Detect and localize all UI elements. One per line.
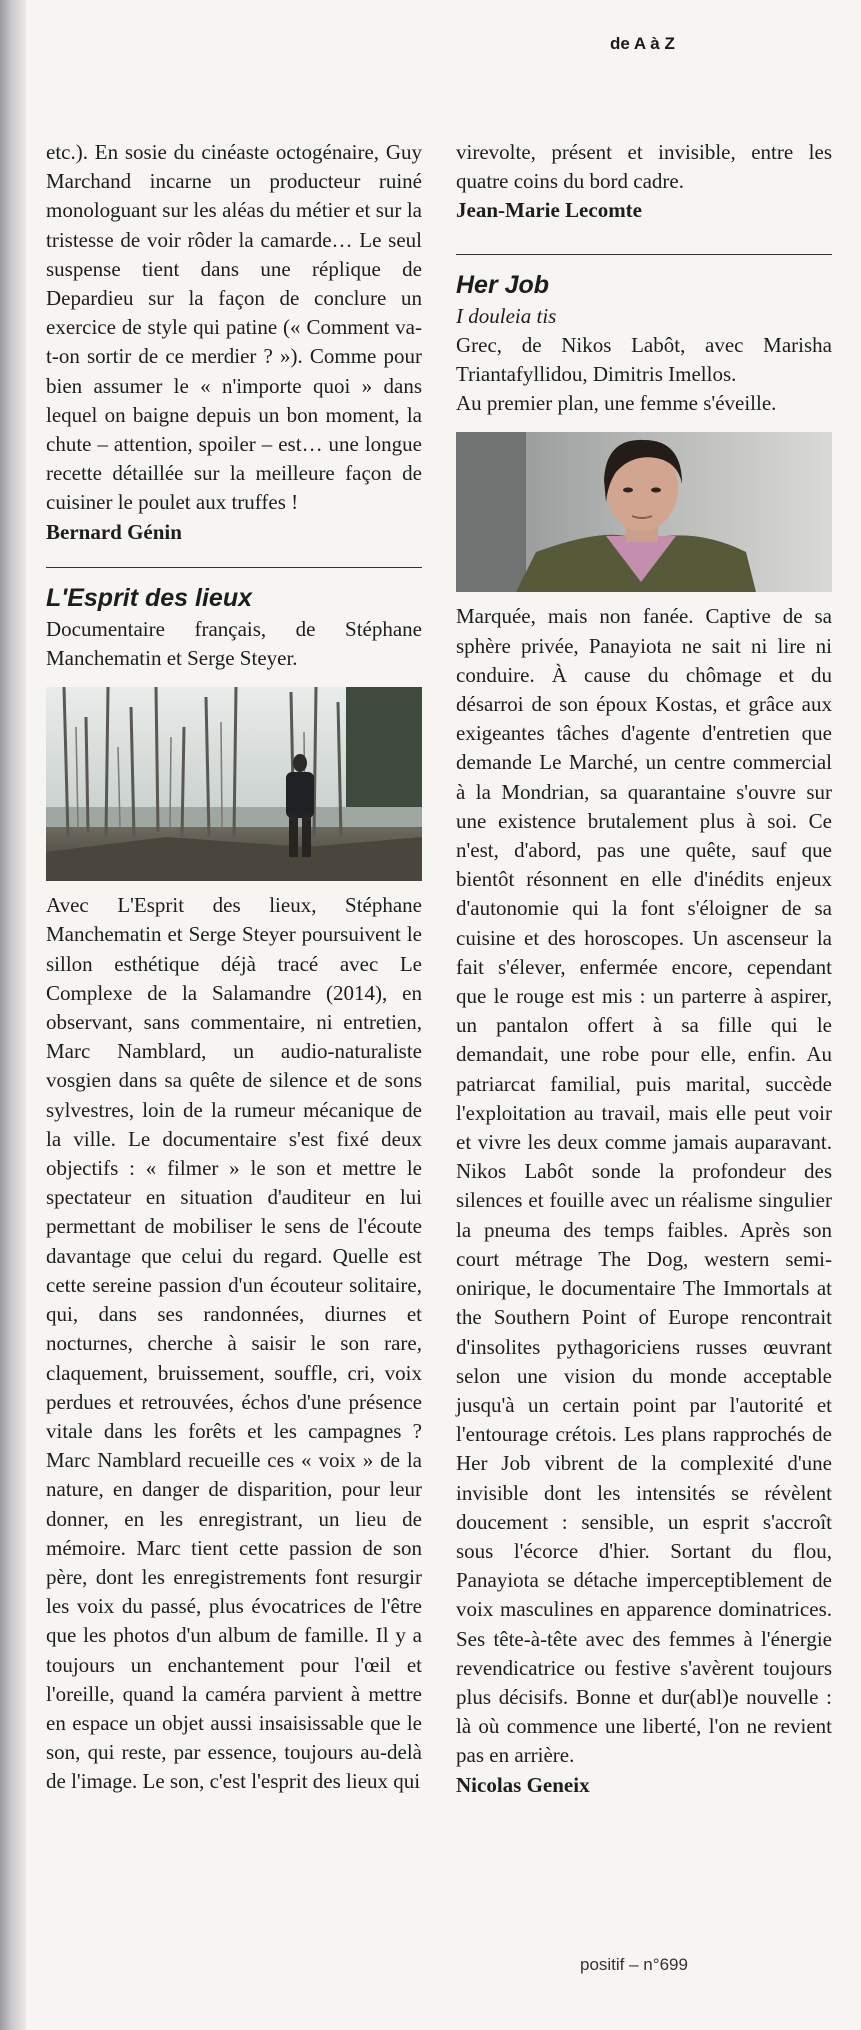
film-still-forest — [46, 687, 422, 881]
previous-review-ending: etc.). En sosie du cinéaste octogénaire, Guy Marchand incarne un producteur ruiné monologuant sur les aléas du métier et sur la tristesse de voir rôder la camarde… Le seul suspense tient dans une réplique de Depardieu sur la façon de conclure un exercice de style qui patine (« Comment va-t-on sortir de ce merdier ? »). Comme pour bien assumer le « n'importe quoi » dans lequel on baigne depuis un bon moment, la chute – attention, spoiler – est… une longue recette détaillée sur la meilleure façon de cuisiner le poulet aux truffes ! — [46, 140, 422, 515]
section-header: de A à Z — [610, 34, 675, 53]
film-tagline: Au premier plan, une femme s'éveille. — [456, 391, 777, 416]
film-credits: Documentaire français, de Stéphane Manchematin et Serge Steyer. — [46, 616, 422, 671]
previous-review-author: Bernard Génin — [46, 519, 182, 544]
page-footer: positif – n°699 — [580, 1955, 688, 1974]
right-column — [456, 138, 832, 1800]
page-spine-shadow — [0, 0, 26, 2030]
film-title: L'Esprit des lieux — [46, 583, 253, 612]
left-column — [46, 138, 422, 1797]
film-still-portrait — [456, 432, 832, 592]
review-body: Avec L'Esprit des lieux, Stéphane Manchematin et Serge Steyer poursuivent le sillon esthétique déjà tracé avec Le Complexe de la Salamandre (2014), en observant, sans commentaire, ni entretien, Marc Namblard, un audio-naturaliste vosgien dans sa quête de silence et de sons sylvestres, loin de la rumeur mécanique de la ville. Le documentaire s'est fixé deux objectifs : « filmer » le son et mettre le spectateur en situation d'auditeur en lui permettant de mobiliser le sens de l'écoute davantage que celui du regard. Quelle est cette sereine passion d'un écouteur solitaire, qui, dans ses randonnées, diurnes et nocturnes, cherche à saisir le son rare, claquement, bruissement, souffle, cri, voix perdues et retrouvées, échos d'une présence vitale dans les forêts et les campagnes ? Marc Namblard recueille ces « voix » de la nature, en danger de disparition, pour leur donner, en les enregistrant, un lieu de mémoire. Marc tient cette passion de son père, dont les enregistrements font resurgir les voix du passé, plus évocatrices de l'être que les photos d'un album de famille. Il y a toujours un enchantement pour l'œil et l'oreille, quand la caméra parvient à mettre en espace un objet aussi insaisissable que le son, qui reste, par essence, toujours au-delà de l'image. Le son, c'est l'esprit des lieux qui — [46, 893, 422, 1794]
review-divider — [456, 254, 832, 255]
film-title: Her Job — [456, 270, 550, 299]
previous-review-author: Jean-Marie Lecomte — [456, 198, 642, 223]
review-author: Nicolas Geneix — [456, 1772, 590, 1797]
previous-review-ending: virevolte, présent et invisible, entre les quatre coins du bord cadre. — [456, 140, 832, 194]
review-divider — [46, 567, 422, 568]
review-body: Marquée, mais non fanée. Captive de sa sphère privée, Panayiota ne sait ni lire ni conduire. À cause du chômage et du désarroi de son époux Kostas, et grâce aux exigeantes tâches d'agente d'entretien que demande Le Marché, un centre commercial à la Mondrian, sa quarantaine s'ouvre sur une existence brutalement plus à soi. Ce n'est, d'abord, pas une quête, sauf que bientôt résonnent en elle d'inédits enjeux d'autonomie qui la font s'éloigner de sa cuisine et des horoscopes. Un ascenseur la fait s'élever, enfermée encore, cependant que le rouge est mis : un parterre à aspirer, un pantalon offert à sa fille qui le demandait, une robe pour elle, enfin. Au patriarcat familial, puis marital, succède l'exploitation au travail, mais elle peut voir et vivre les deux comme jamais auparavant. Nikos Labôt sonde la profondeur des silences et fouille avec un réalisme singulier la pneuma des temps faibles. Après son court métrage The Dog, western semi-onirique, le documentaire The Immortals at the Southern Point of Europe rencontrait d'insolites pythagoriciens russes œuvrant selon une vision du monde acceptable jusqu'à un certain point par l'autorité et l'entourage crétois. Les plans rapprochés de Her Job vibrent de la complexité d'une invisible dont les intensités se révèlent doucement : sensible, un esprit s'accroît sous l'écorce d'hier. Sortant du flou, Panayiota se détache imperceptiblement de voix masculines en apparence dominatrices. Ses tête-à-tête avec des femmes à l'énergie revendicatrice ou festive s'avèrent toujours plus décisifs. Bonne et dur(abl)e nouvelle : là où commence une liberté, l'on ne revient pas en arrière. — [456, 604, 832, 1768]
film-original-title: I douleia tis — [456, 303, 557, 328]
film-credits: Grec, de Nikos Labôt, avec Marisha Triantafyllidou, Dimitris Imellos. — [456, 332, 832, 387]
